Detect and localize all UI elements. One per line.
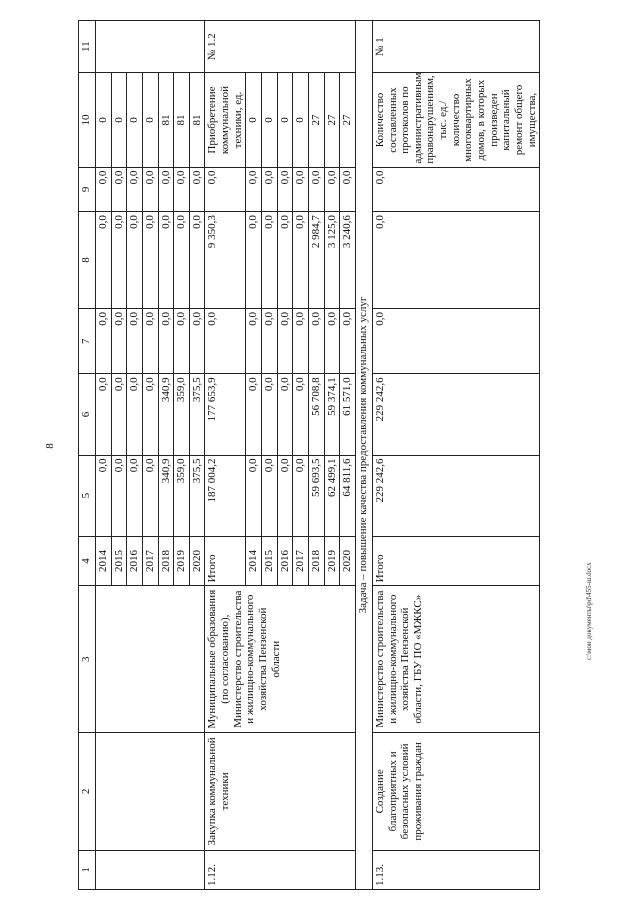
value-cell: 0,0 bbox=[293, 308, 309, 373]
task-text: Задача – повышение качества предоставления коммунальных услуг bbox=[355, 21, 372, 890]
value-cell: 0,0 bbox=[111, 455, 127, 536]
value-cell: 0,0 bbox=[96, 308, 112, 373]
value-cell: 0,0 bbox=[324, 308, 340, 373]
value-cell: 0,0 bbox=[277, 167, 293, 211]
value-cell: 0,0 bbox=[372, 308, 539, 373]
value-cell: 0,0 bbox=[246, 308, 262, 373]
rotated-table-sheet bbox=[78, 20, 598, 890]
year-cell: 2020 bbox=[340, 536, 356, 586]
value-cell: 0,0 bbox=[246, 374, 262, 455]
value-cell: 0,0 bbox=[277, 308, 293, 373]
value-cell: 0,0 bbox=[293, 212, 309, 309]
value-cell: 0,0 bbox=[262, 455, 278, 536]
year-cell: 2017 bbox=[142, 536, 158, 586]
value-cell: 375,5 bbox=[189, 455, 205, 536]
value-cell: 0 bbox=[293, 73, 309, 167]
page-number: 8 bbox=[44, 443, 56, 449]
empty-cell bbox=[96, 732, 205, 850]
value-cell: 359,0 bbox=[174, 455, 190, 536]
value-cell: 0,0 bbox=[262, 374, 278, 455]
value-cell: 0,0 bbox=[262, 308, 278, 373]
col-1: 1 bbox=[79, 850, 96, 889]
value-cell: 0 bbox=[127, 73, 143, 167]
value-cell: 0,0 bbox=[111, 308, 127, 373]
value-cell: 0,0 bbox=[205, 308, 246, 373]
col-10: 10 bbox=[79, 73, 96, 167]
value-cell: 64 811,6 bbox=[340, 455, 356, 536]
empty-cell bbox=[96, 586, 205, 733]
value-cell: 0,0 bbox=[96, 374, 112, 455]
year-cell: 2019 bbox=[174, 536, 190, 586]
table-row bbox=[96, 21, 112, 890]
value-cell: 0,0 bbox=[324, 167, 340, 211]
value-cell: 59 374,1 bbox=[324, 374, 340, 455]
value-cell: 0,0 bbox=[372, 212, 539, 309]
value-cell: 0,0 bbox=[372, 167, 539, 211]
row-1-12 bbox=[205, 21, 355, 890]
item-name: Закупка коммунальной техники bbox=[205, 732, 355, 850]
value-cell: 0 bbox=[262, 73, 278, 167]
value-cell: 0,0 bbox=[293, 374, 309, 455]
value-cell: 0,0 bbox=[127, 455, 143, 536]
value-cell: 0,0 bbox=[277, 374, 293, 455]
value-cell: 0,0 bbox=[127, 308, 143, 373]
item-executor: Муниципальные образования (по согласованию), Министерство строительства и жилищно-коммунального хозяйства Пензенской области bbox=[205, 586, 355, 733]
year-cell: 2016 bbox=[277, 536, 293, 586]
empty-cell bbox=[96, 21, 205, 73]
value-cell: 0,0 bbox=[111, 212, 127, 309]
value-cell: 0,0 bbox=[142, 455, 158, 536]
item-executor: Министерство строительства и жилищно-коммунального хозяйства Пензенской области, ГБУ ПО «МЖКС» bbox=[372, 586, 539, 733]
item-name: Создание благоприятных и безопасных условий проживания граждан bbox=[372, 732, 539, 850]
value-cell: 340,9 bbox=[158, 455, 174, 536]
col-4: 4 bbox=[79, 536, 96, 586]
value-cell: 81 bbox=[174, 73, 190, 167]
value-cell: 0,0 bbox=[158, 308, 174, 373]
value-cell: 0 bbox=[246, 73, 262, 167]
value-cell: 0,0 bbox=[262, 167, 278, 211]
year-cell: Итого bbox=[372, 536, 539, 586]
indicator-cell: Приобретение коммунальной техники, ед. bbox=[205, 73, 246, 167]
footer-file-path: c:\мои документы\pd\455-ш.docx bbox=[585, 562, 593, 660]
value-cell: 0,0 bbox=[142, 374, 158, 455]
value-cell: 0,0 bbox=[174, 167, 190, 211]
year-cell: 2018 bbox=[308, 536, 324, 586]
program-table bbox=[78, 20, 540, 890]
task-row bbox=[355, 21, 372, 890]
value-cell: 0,0 bbox=[174, 308, 190, 373]
link-cell: № 1 bbox=[372, 21, 539, 73]
indicator-cell: Количество составленных протоколов по административным правонарушениям, тыс. ед./ количество многоквартирных домов, в которых произведен капитальный ремонт общего имущества, bbox=[372, 73, 539, 167]
value-cell: 62 499,1 bbox=[324, 455, 340, 536]
col-2: 2 bbox=[79, 732, 96, 850]
link-cell: № 1.2 bbox=[205, 21, 355, 73]
value-cell: 0,0 bbox=[142, 167, 158, 211]
value-cell: 229 242,6 bbox=[372, 455, 539, 536]
item-number: 1.12. bbox=[205, 850, 355, 889]
value-cell: 0,0 bbox=[277, 455, 293, 536]
value-cell: 0,0 bbox=[340, 308, 356, 373]
col-6: 6 bbox=[79, 374, 96, 455]
value-cell: 3 125,0 bbox=[324, 212, 340, 309]
year-cell: 2019 bbox=[324, 536, 340, 586]
value-cell: 0,0 bbox=[246, 455, 262, 536]
value-cell: 0,0 bbox=[127, 167, 143, 211]
year-cell: 2015 bbox=[111, 536, 127, 586]
value-cell: 0,0 bbox=[142, 212, 158, 309]
value-cell: 187 004,2 bbox=[205, 455, 246, 536]
value-cell: 0,0 bbox=[127, 374, 143, 455]
col-3: 3 bbox=[79, 586, 96, 733]
value-cell: 0 bbox=[142, 73, 158, 167]
header-row bbox=[79, 21, 96, 890]
value-cell: 0,0 bbox=[308, 167, 324, 211]
value-cell: 81 bbox=[158, 73, 174, 167]
value-cell: 177 653,9 bbox=[205, 374, 246, 455]
value-cell: 0 bbox=[111, 73, 127, 167]
value-cell: 0,0 bbox=[293, 455, 309, 536]
value-cell: 81 bbox=[189, 73, 205, 167]
value-cell: 0,0 bbox=[205, 167, 246, 211]
year-cell: 2014 bbox=[96, 536, 112, 586]
col-9: 9 bbox=[79, 167, 96, 211]
item-number: 1.13. bbox=[372, 850, 539, 889]
col-5: 5 bbox=[79, 455, 96, 536]
year-cell: 2016 bbox=[127, 536, 143, 586]
value-cell: 0,0 bbox=[142, 308, 158, 373]
value-cell: 27 bbox=[324, 73, 340, 167]
value-cell: 359,0 bbox=[174, 374, 190, 455]
value-cell: 0,0 bbox=[158, 167, 174, 211]
col-8: 8 bbox=[79, 212, 96, 309]
value-cell: 0,0 bbox=[340, 167, 356, 211]
value-cell: 0,0 bbox=[174, 212, 190, 309]
col-11: 11 bbox=[79, 21, 96, 73]
value-cell: 0 bbox=[277, 73, 293, 167]
value-cell: 0,0 bbox=[96, 167, 112, 211]
table-row bbox=[205, 21, 246, 890]
value-cell: 0,0 bbox=[158, 212, 174, 309]
empty-cell bbox=[96, 850, 205, 889]
value-cell: 0,0 bbox=[293, 167, 309, 211]
value-cell: 61 571,0 bbox=[340, 374, 356, 455]
value-cell: 27 bbox=[308, 73, 324, 167]
value-cell: 56 708,8 bbox=[308, 374, 324, 455]
value-cell: 0,0 bbox=[111, 374, 127, 455]
value-cell: 59 693,5 bbox=[308, 455, 324, 536]
value-cell: 3 240,6 bbox=[340, 212, 356, 309]
year-cell: 2015 bbox=[262, 536, 278, 586]
value-cell: 2 984,7 bbox=[308, 212, 324, 309]
value-cell: 229 242,6 bbox=[372, 374, 539, 455]
value-cell: 0,0 bbox=[96, 212, 112, 309]
value-cell: 375,5 bbox=[189, 374, 205, 455]
year-cell: 2020 bbox=[189, 536, 205, 586]
value-cell: 0,0 bbox=[189, 212, 205, 309]
previous-item-years bbox=[96, 21, 205, 890]
value-cell: 340,9 bbox=[158, 374, 174, 455]
value-cell: 0,0 bbox=[96, 455, 112, 536]
value-cell: 0,0 bbox=[277, 212, 293, 309]
value-cell: 0,0 bbox=[189, 167, 205, 211]
value-cell: 0,0 bbox=[246, 212, 262, 309]
col-7: 7 bbox=[79, 308, 96, 373]
value-cell: 0,0 bbox=[189, 308, 205, 373]
year-cell: 2017 bbox=[293, 536, 309, 586]
year-cell: 2014 bbox=[246, 536, 262, 586]
value-cell: 0 bbox=[96, 73, 112, 167]
value-cell: 0,0 bbox=[111, 167, 127, 211]
value-cell: 9 350,3 bbox=[205, 212, 246, 309]
value-cell: 0,0 bbox=[262, 212, 278, 309]
value-cell: 0,0 bbox=[127, 212, 143, 309]
year-cell: 2018 bbox=[158, 536, 174, 586]
value-cell: 0,0 bbox=[246, 167, 262, 211]
value-cell: 0,0 bbox=[308, 308, 324, 373]
year-cell: Итого bbox=[205, 536, 246, 586]
value-cell: 27 bbox=[340, 73, 356, 167]
row-1-13 bbox=[372, 21, 539, 890]
